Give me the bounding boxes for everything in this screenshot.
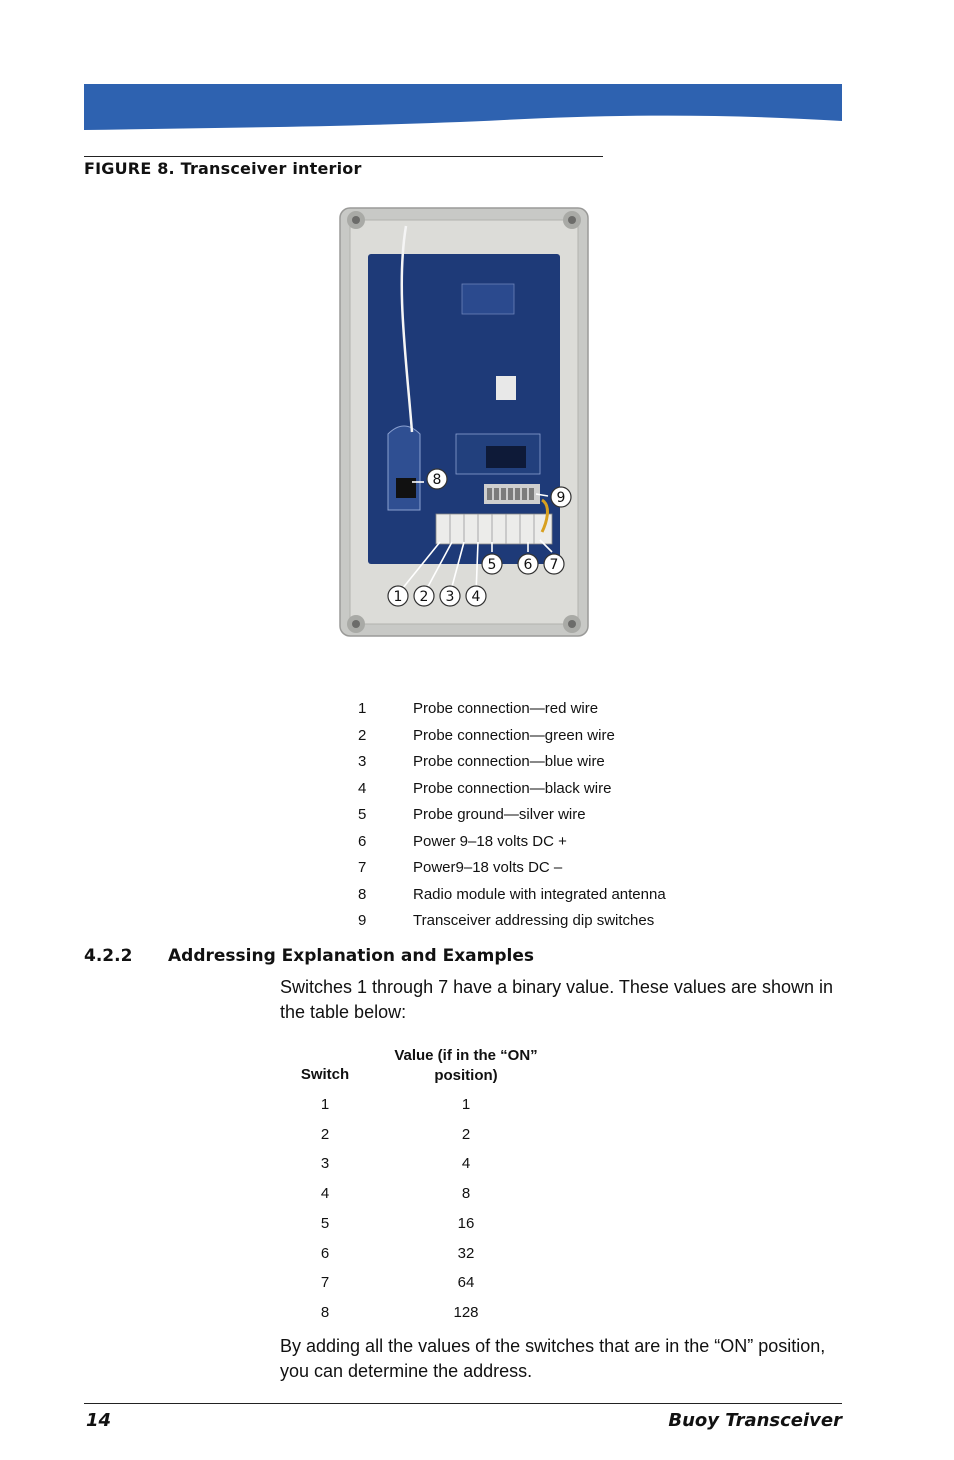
svg-text:2: 2 xyxy=(419,589,429,605)
legend-number: 6 xyxy=(358,832,367,850)
callout-8 xyxy=(427,469,447,489)
legend-description: Probe connection—blue wire xyxy=(413,753,605,770)
svg-text:3: 3 xyxy=(445,589,455,605)
legend-number: 8 xyxy=(358,885,367,903)
table-row xyxy=(280,1185,580,1205)
legend-description: Probe connection—red wire xyxy=(413,700,599,717)
value-cell: 8 xyxy=(461,1185,471,1203)
legend-number: 2 xyxy=(358,726,367,744)
section-number: 4.2.2 xyxy=(84,946,133,966)
legend-number: 7 xyxy=(358,859,367,876)
table-row xyxy=(280,1215,580,1235)
callout-2 xyxy=(414,586,434,606)
switch-cell: 6 xyxy=(320,1244,330,1262)
table-row xyxy=(280,1096,580,1116)
svg-text:9: 9 xyxy=(556,490,566,506)
legend-item xyxy=(348,753,748,780)
value-cell: 4 xyxy=(461,1155,471,1173)
value-cell: 128 xyxy=(453,1303,479,1321)
legend-description: Power9–18 volts DC – xyxy=(413,859,563,876)
value-cell: 32 xyxy=(457,1244,475,1262)
legend-number: 4 xyxy=(358,779,367,797)
table-row xyxy=(280,1274,580,1294)
callout-5 xyxy=(482,554,502,574)
svg-text:7: 7 xyxy=(549,557,559,573)
switch-cell: 3 xyxy=(320,1155,330,1173)
legend-item xyxy=(348,833,748,860)
legend-description: Probe ground—silver wire xyxy=(413,806,586,823)
legend-description: Probe connection—green wire xyxy=(413,726,615,744)
page-number: 14 xyxy=(86,1410,112,1431)
switch-cell: 2 xyxy=(320,1125,330,1143)
switch-cell: 4 xyxy=(320,1185,330,1203)
svg-text:6: 6 xyxy=(523,557,533,573)
legend-item xyxy=(348,912,748,939)
callout-9 xyxy=(551,487,571,507)
legend-item xyxy=(348,700,748,727)
legend-number: 3 xyxy=(358,753,367,770)
callout-6 xyxy=(518,554,538,574)
column-header-switch: Switch xyxy=(300,1066,350,1083)
section-title: Addressing Explanation and Examples xyxy=(168,946,535,966)
value-cell: 64 xyxy=(457,1274,475,1292)
svg-text:1: 1 xyxy=(393,589,403,605)
legend-description: Transceiver addressing dip switches xyxy=(413,912,655,929)
switch-cell: 7 xyxy=(320,1274,330,1292)
legend-item xyxy=(348,886,748,913)
figure-legend xyxy=(348,700,748,939)
figure-caption: FIGURE 8. Transceiver interior xyxy=(84,159,362,178)
callout-7 xyxy=(544,554,564,574)
table-row xyxy=(280,1155,580,1175)
header-banner xyxy=(84,84,842,132)
legend-item xyxy=(348,806,748,833)
callout-4 xyxy=(466,586,486,606)
svg-text:4: 4 xyxy=(471,589,481,605)
legend-item xyxy=(348,859,748,886)
value-cell: 16 xyxy=(457,1214,475,1232)
footer-rule xyxy=(84,1403,842,1404)
table-row xyxy=(280,1245,580,1265)
legend-number: 5 xyxy=(358,806,367,823)
switch-cell: 8 xyxy=(320,1303,330,1321)
legend-description: Probe connection—black wire xyxy=(413,779,612,797)
callout-1 xyxy=(388,586,408,606)
value-cell: 1 xyxy=(461,1096,471,1113)
switch-cell: 5 xyxy=(320,1214,330,1232)
legend-description: Power 9–18 volts DC + xyxy=(413,832,567,850)
legend-number: 1 xyxy=(358,700,367,717)
column-header-value-line1: Value (if in the “ON” xyxy=(394,1047,538,1064)
intro-paragraph: Switches 1 through 7 have a binary value. These values are shown in the table below: xyxy=(280,977,833,1022)
column-header-value xyxy=(380,1046,552,1086)
table-row xyxy=(280,1126,580,1146)
legend-description: Radio module with integrated antenna xyxy=(413,885,666,903)
value-cell: 2 xyxy=(461,1125,471,1143)
legend-number: 9 xyxy=(358,912,367,929)
column-header-value-line2: position) xyxy=(434,1067,498,1084)
transceiver-interior-photo xyxy=(336,206,592,638)
running-title: Buoy Transceiver xyxy=(668,1410,842,1431)
figure-rule xyxy=(84,156,603,157)
legend-item xyxy=(348,780,748,807)
switch-cell: 1 xyxy=(320,1096,330,1113)
callout-3 xyxy=(440,586,460,606)
svg-text:8: 8 xyxy=(432,472,442,488)
svg-text:5: 5 xyxy=(487,557,497,573)
table-row xyxy=(280,1304,580,1324)
outro-paragraph: By adding all the values of the switches that are in the “ON” position, you can determine the address. xyxy=(280,1336,826,1381)
legend-item xyxy=(348,727,748,754)
